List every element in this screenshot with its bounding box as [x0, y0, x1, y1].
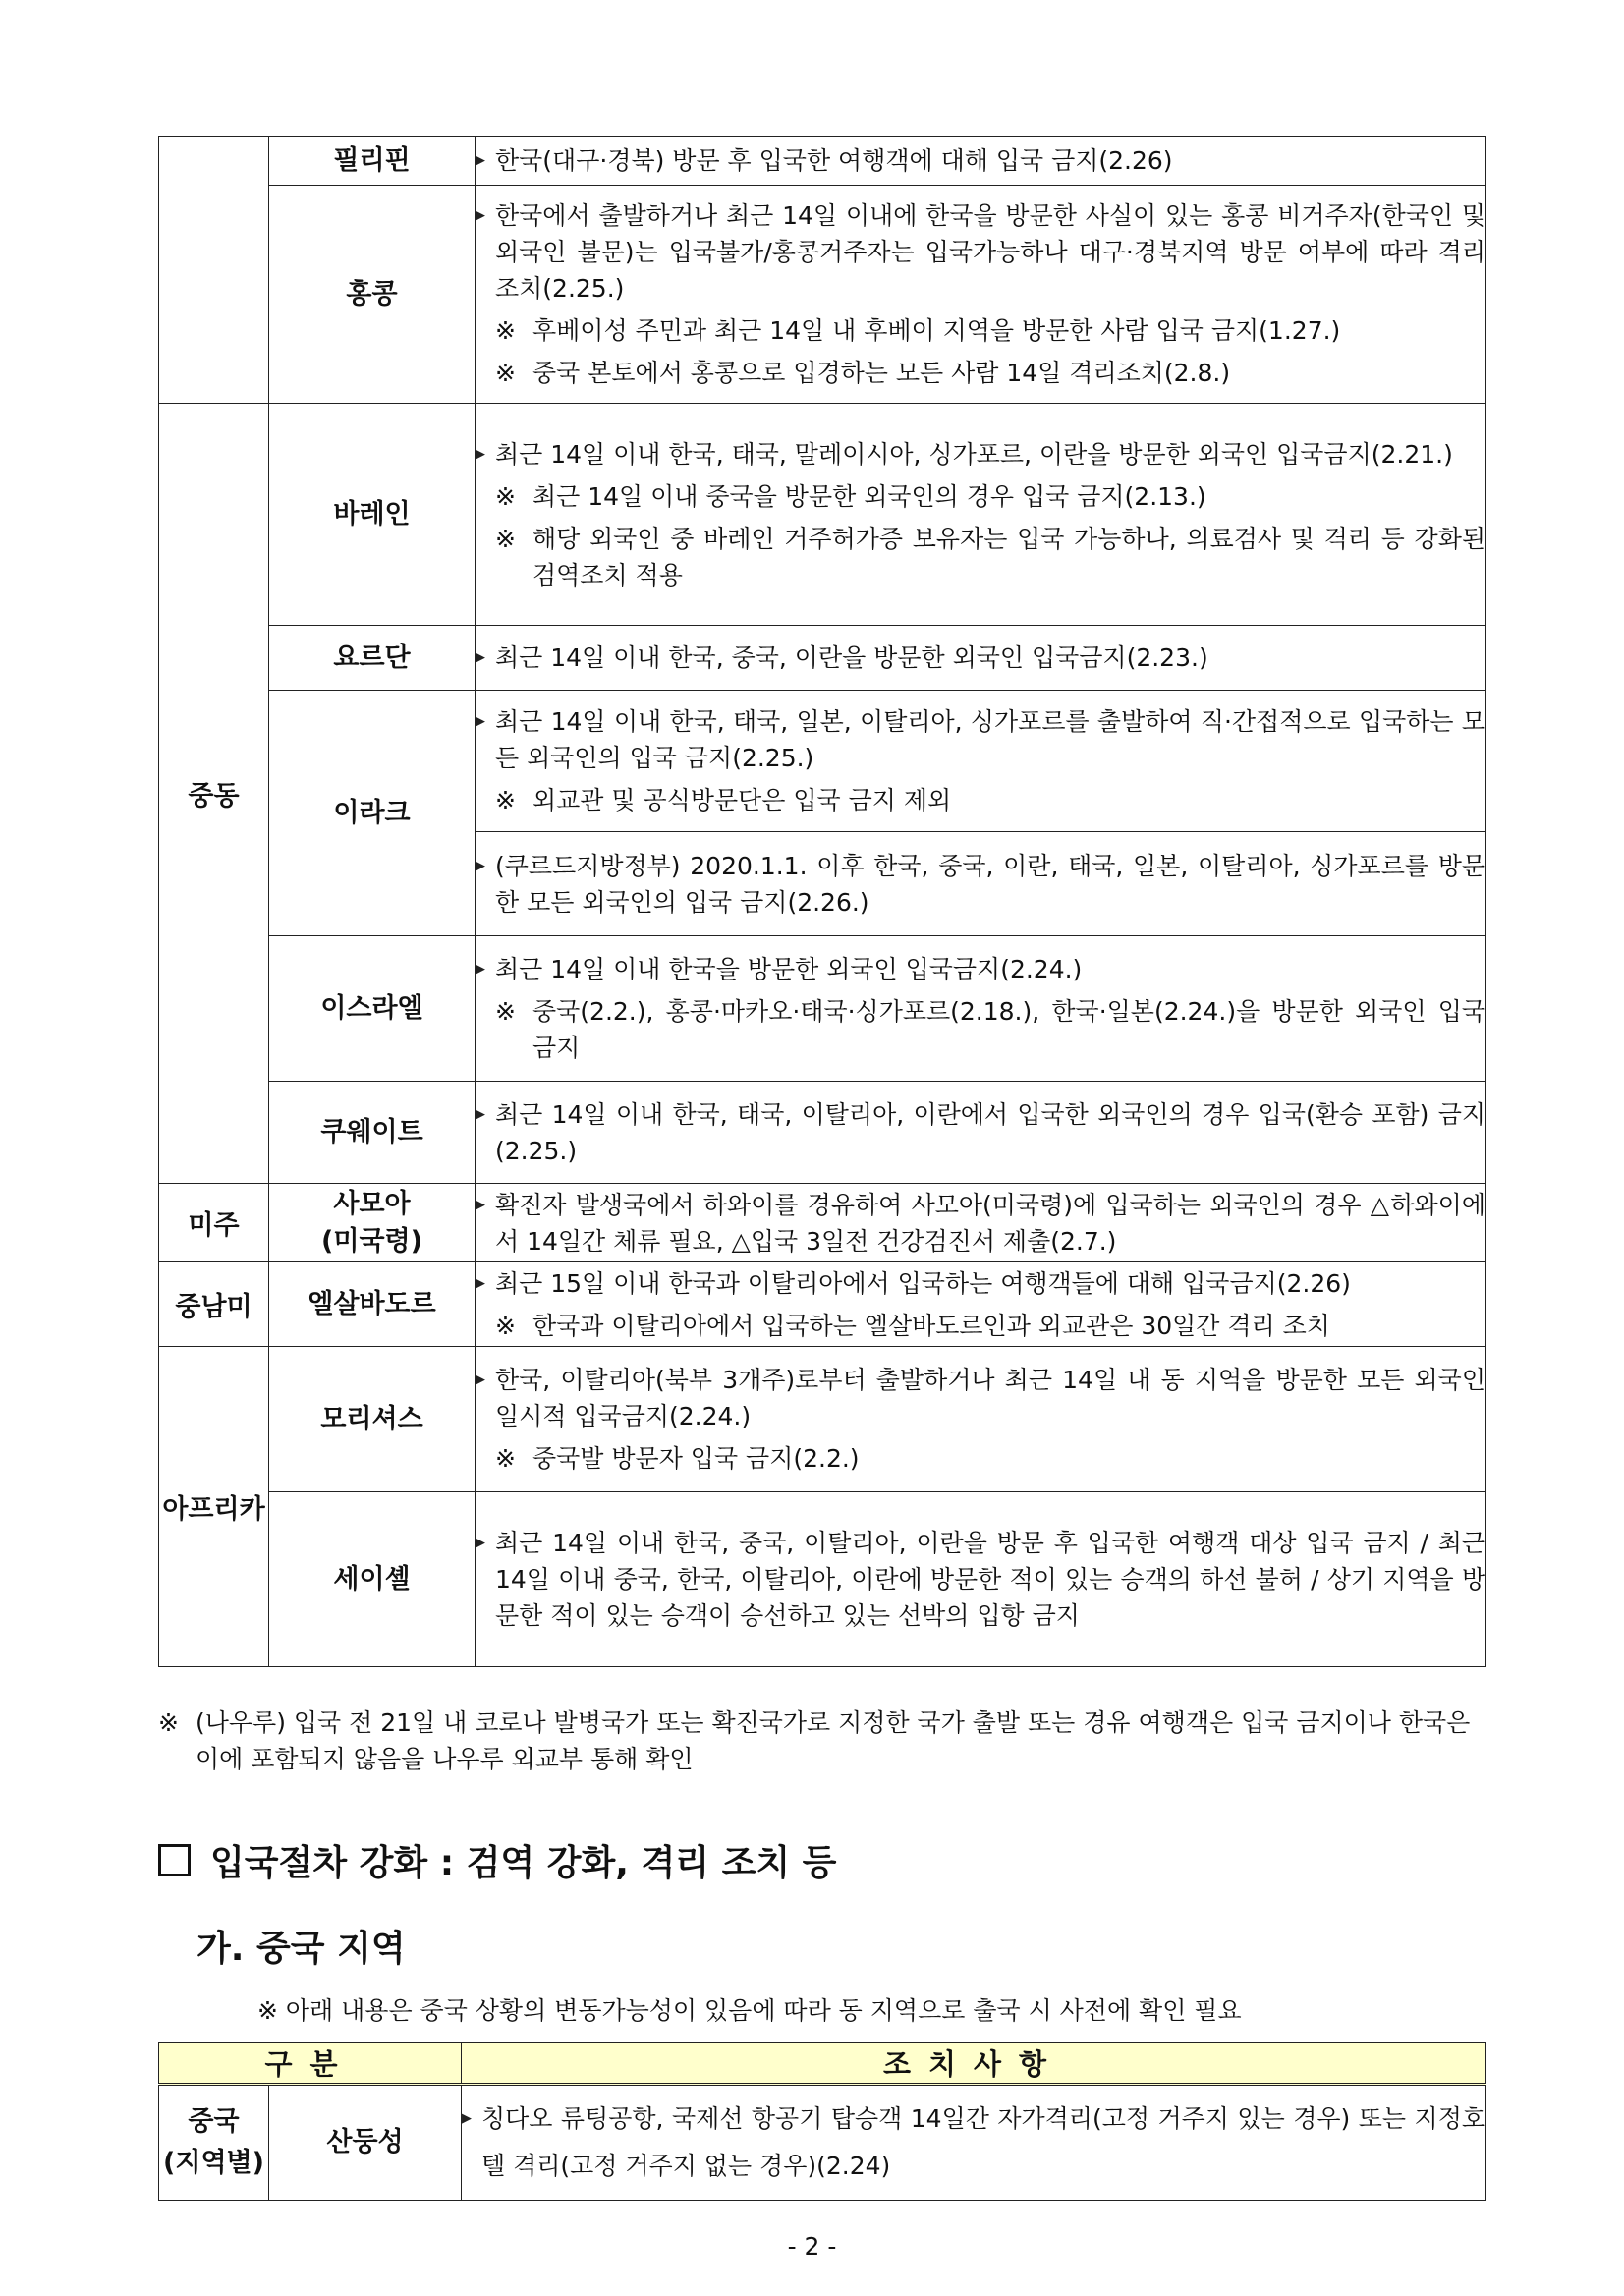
measure-cell: ▶ 확진자 발생국에서 하와이를 경유하여 사모아(미국령)에 입국하는 외국인의 경우 △하와이에서 14일간 체류 필요, △입국 3일전 건강검진서 제출(2.7.): [476, 1184, 1486, 1262]
country-cell: 이스라엘: [269, 936, 476, 1082]
measure-cell: ▶ 최근 14일 이내 한국, 중국, 이탈리아, 이란을 방문 후 입국한 여행객 대상 입국 금지 / 최근 14일 이내 중국, 한국, 이탈리아, 이란에 방문한 적이 있는 승객의 하선 불허 / 상기 지역을 방문한 적이 있는 승객이 승선하고 있는 선박의 입항 금지: [476, 1492, 1486, 1667]
triangle-bullet-icon: ▶: [476, 1372, 485, 1387]
table-row: [159, 1082, 1486, 1184]
section-heading: 입국절차 강화 : 검역 강화, 격리 조치 등: [158, 1835, 836, 1885]
measure-cell: ▶ 최근 14일 이내 한국을 방문한 외국인 입국금지(2.24.) ※ 중국(2.2.), 홍콩·마카오·태국·싱가포르(2.18.), 한국·일본(2.24.)을 방문한 외국인 입국금지: [476, 936, 1486, 1082]
measure-cell: ▶ 최근 14일 이내 한국, 중국, 이란을 방문한 외국인 입국금지(2.23.): [476, 626, 1486, 691]
triangle-bullet-icon: ▶: [476, 1275, 485, 1291]
entry-restriction-table: [158, 136, 1486, 1667]
table-row: [159, 137, 1486, 186]
nauru-footnote: ※ (나우루) 입국 전 21일 내 코로나 발병국가 또는 확진국가로 지정한 국가 출발 또는 경유 여행객은 입국 금지이나 한국은 이에 포함되지 않음을 나우루 외교부 통해 확인: [158, 1708, 1471, 1773]
measure-cell: ▶ 한국, 이탈리아(북부 3개주)로부터 출발하거나 최근 14일 내 동 지역을 방문한 모든 외국인 일시적 입국금지(2.24.) ※ 중국발 방문자 입국 금지(2.2.): [476, 1347, 1486, 1492]
triangle-bullet-icon: ▶: [476, 208, 485, 223]
region-cell: 아프리카: [159, 1347, 269, 1667]
triangle-bullet-icon: ▶: [476, 1536, 485, 1550]
measure-cell: ▶ 최근 15일 이내 한국과 이탈리아에서 입국하는 여행객들에 대해 입국금지(2.26) ※ 한국과 이탈리아에서 입국하는 엘살바도르인과 외교관은 30일간 격리 조치: [476, 1262, 1486, 1347]
country-cell: 이라크: [269, 691, 476, 936]
country-cell: 바레인: [269, 404, 476, 626]
measure-cell: ▶ 최근 14일 이내 한국, 태국, 일본, 이탈리아, 싱가포르를 출발하여 직·간접적으로 입국하는 모든 외국인의 입국 금지(2.25.) ※ 외교관 및 공식방문단은 입국 금지 제외: [476, 691, 1486, 832]
province-cell: 산둥성: [269, 2085, 462, 2201]
checkbox-square-icon: [158, 1844, 191, 1876]
header-category: 구분: [159, 2043, 462, 2085]
triangle-bullet-icon: ▶: [476, 858, 485, 873]
table-row: [159, 2085, 1486, 2201]
measure-cell: ▶ 최근 14일 이내 한국, 태국, 말레이시아, 싱가포르, 이란을 방문한 외국인 입국금지(2.21.) ※ 최근 14일 이내 중국을 방문한 외국인의 경우 입국 금지(2.13.) ※ 해당 외국인 중 바레인 거주허가증 보유자는 입국 가능하나, 의료검사 및 격리 등 강화된 검역조치 적용: [476, 404, 1486, 626]
table-row: [159, 936, 1486, 1082]
region-cell: 중동: [159, 404, 269, 1184]
measure-cell: ▶ (쿠르드지방정부) 2020.1.1. 이후 한국, 중국, 이란, 태국, 일본, 이탈리아, 싱가포르를 방문한 모든 외국인의 입국 금지(2.26.): [476, 832, 1486, 936]
page-number: - 2 -: [787, 2232, 837, 2261]
table-row: [159, 186, 1486, 404]
country-cell: 홍콩: [269, 186, 476, 404]
subsection-heading: 가. 중국 지역: [196, 1929, 406, 1969]
triangle-bullet-icon: ▶: [476, 650, 485, 665]
measure-cell: ▶ 한국에서 출발하거나 최근 14일 이내에 한국을 방문한 사실이 있는 홍콩 비거주자(한국인 및 외국인 불문)는 입국불가/홍콩거주자는 입국가능하나 대구·경북지역 방문 여부에 따라 격리 조치(2.25.) ※ 후베이성 주민과 최근 14일 내 후베이 지역을 방문한 사람 입국 금지(1.27.) ※ 중국 본토에서 홍콩으로 입경하는 모든 사람 14일 격리조치(2.8.): [476, 186, 1486, 404]
triangle-bullet-icon: ▶: [476, 1106, 485, 1122]
country-cell: 세이셸: [269, 1492, 476, 1667]
triangle-bullet-icon: ▶: [462, 2111, 472, 2126]
table-row: [159, 1262, 1486, 1347]
region-cell: 중국 (지역별): [159, 2085, 269, 2201]
triangle-bullet-icon: ▶: [476, 446, 485, 462]
table-row: [159, 691, 1486, 832]
triangle-bullet-icon: ▶: [476, 153, 485, 168]
country-cell: 쿠웨이트: [269, 1082, 476, 1184]
triangle-bullet-icon: ▶: [476, 962, 485, 977]
header-measures: 조치사항: [462, 2043, 1486, 2085]
measure-cell: ▶ 최근 14일 이내 한국, 태국, 이탈리아, 이란에서 입국한 외국인의 경우 입국(환승 포함) 금지(2.25.): [476, 1082, 1486, 1184]
table-header-row: [159, 2043, 1486, 2085]
region-cell: [159, 137, 269, 404]
country-cell: 사모아 (미국령): [269, 1184, 476, 1262]
triangle-bullet-icon: ▶: [476, 714, 485, 729]
table-row: [159, 1492, 1486, 1667]
table-row: [159, 1184, 1486, 1262]
table-row: [159, 626, 1486, 691]
table-row: [159, 1347, 1486, 1492]
table-row: [159, 404, 1486, 626]
measure-cell: ▶ 한국(대구·경북) 방문 후 입국한 여행객에 대해 입국 금지(2.26): [476, 137, 1486, 186]
china-measures-table: [158, 2042, 1486, 2201]
region-cell: 미주: [159, 1184, 269, 1262]
country-cell: 필리핀: [269, 137, 476, 186]
triangle-bullet-icon: ▶: [476, 1197, 485, 1212]
region-cell: 중남미: [159, 1262, 269, 1347]
subsection-remark: ※ 아래 내용은 중국 상황의 변동가능성이 있음에 따라 동 지역으로 출국 시 사전에 확인 필요: [257, 1996, 1242, 2025]
measure-cell: ▶ 칭다오 류팅공항, 국제선 항공기 탑승객 14일간 자가격리(고정 거주지 있는 경우) 또는 지정호텔 격리(고정 거주지 없는 경우)(2.24): [462, 2085, 1486, 2201]
country-cell: 모리셔스: [269, 1347, 476, 1492]
country-cell: 요르단: [269, 626, 476, 691]
country-cell: 엘살바도르: [269, 1262, 476, 1347]
